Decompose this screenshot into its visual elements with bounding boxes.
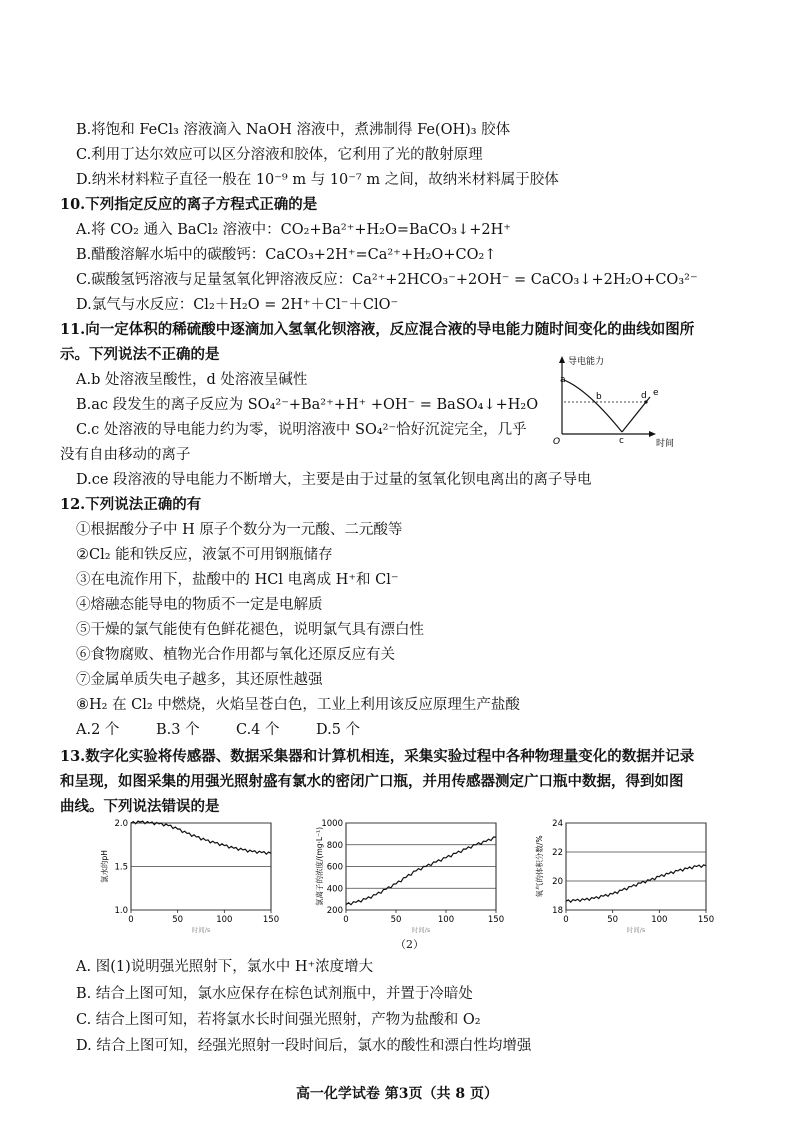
q11-label-e: e — [653, 388, 659, 398]
q11-stem-line1: 11.向一定体积的稀硫酸中逐滴加入氢氧化钡溶液，反应混合液的导电能力随时间变化的曲线如图所 — [60, 321, 695, 338]
plot-frame — [566, 823, 706, 910]
q12-stem: 12.下列说法正确的有 — [60, 496, 202, 513]
q9-option-c: C.利用丁达尔效应可以区分溶液和胶体，它利用了光的散射原理 — [76, 147, 483, 163]
q11-label-d: d — [641, 391, 647, 401]
q12-item-5: ⑤干燥的氯气能使有色鲜花褪色，说明氯气具有漂白性 — [76, 622, 424, 638]
y-axis-label: 氯水的pH — [100, 850, 109, 883]
q13-option-d: D. 结合上图可知，经强光照射一段时间后，氯水的酸性和漂白性均增强 — [76, 1038, 532, 1054]
q12-item-4: ④熔融态能导电的物质不一定是电解质 — [76, 597, 323, 613]
q9-option-d: D.纳米材料粒子直径一般在 10⁻⁹ m 与 10⁻⁷ m 之间，故纳米材料属于胶体 — [76, 172, 559, 188]
x-tick-label: 0 — [343, 915, 349, 925]
q10-option-c: C.碳酸氢钙溶液与足量氢氧化钾溶液反应：Ca²⁺+2HCO₃⁻+2OH⁻ = CaCO₃↓+2H₂O+CO₃²⁻ — [76, 272, 698, 288]
q13-stem-line2: 和呈现，如图采集的用强光照射盛有氯水的密闭广口瓶，并用传感器测定广口瓶中数据，得到如图 — [60, 773, 684, 790]
y-tick-label: 600 — [326, 862, 343, 873]
q9-option-b: B.将饱和 FeCl₃ 溶液滴入 NaOH 溶液中，煮沸制得 Fe(OH)₃ 胶体 — [76, 122, 511, 138]
chart-2-chloride-concentration — [300, 815, 510, 935]
q11-option-c-line1: C.c 处溶液的导电能力约为零，说明溶液中 SO₄²⁻恰好沉淀完全，几乎 — [76, 422, 527, 438]
y-tick-label: 24 — [552, 819, 563, 829]
x-axis-label: 时间/s — [411, 926, 431, 934]
y-tick-label: 2.0 — [114, 819, 128, 829]
q13-option-a: A. 图(1)说明强光照射下，氯水中 H⁺浓度增大 — [76, 959, 374, 975]
q13-option-c: C. 结合上图可知，若将氯水长时间强光照射，产物为盐酸和 O₂ — [76, 1012, 481, 1028]
x-tick-label: 0 — [563, 915, 569, 925]
q11-x-axis-arrow — [649, 431, 656, 437]
q12-option-b: B.3 个 — [156, 722, 200, 738]
q11-label-b: b — [596, 392, 602, 402]
y-axis-label: 氯离子的浓度/(mg·L⁻¹) — [315, 827, 324, 906]
x-tick-label: 100 — [216, 915, 233, 925]
y-tick-label: 800 — [326, 840, 343, 851]
x-axis-label: 时间/s — [626, 926, 646, 934]
x-tick-label: 150 — [697, 915, 715, 925]
q11-x-label: 时间 — [656, 439, 675, 447]
data-series-line — [346, 837, 496, 905]
x-tick-label: 100 — [651, 915, 668, 925]
q12-option-d: D.5 个 — [316, 722, 361, 738]
q11-stem-line2: 示。下列说法不正确的是 — [60, 346, 220, 363]
x-tick-label: 50 — [172, 915, 184, 925]
q11-conductivity-graph — [550, 352, 690, 447]
page-footer: 高一化学试卷 第3页（共 8 页） — [295, 1086, 499, 1102]
chart-3-oxygen-volume-fraction — [520, 815, 720, 935]
q13-stem-line3: 曲线。下列说法错误的是 — [60, 798, 220, 815]
y-tick-label: 18 — [552, 906, 563, 916]
figure-2-caption: （2） — [395, 938, 424, 951]
q10-option-d: D.氯气与水反应：Cl₂＋H₂O = 2H⁺＋Cl⁻＋ClO⁻ — [76, 297, 399, 313]
q12-item-3: ③在电流作用下，盐酸中的 HCl 电离成 H⁺和 Cl⁻ — [76, 572, 399, 588]
y-tick-label: 1.0 — [114, 906, 128, 916]
x-tick-label: 50 — [607, 915, 619, 925]
chart-1-chlorine-water-ph — [85, 815, 285, 935]
x-tick-label: 100 — [437, 915, 455, 925]
q11-option-b: B.ac 段发生的离子反应为 SO₄²⁻+Ba²⁺+H⁺ +OH⁻ = BaSO₄↓+H₂O — [76, 397, 539, 413]
q11-y-axis-arrow — [559, 356, 565, 363]
x-tick-label: 0 — [128, 915, 134, 925]
q10-option-b: B.醋酸溶解水垢中的碳酸钙：CaCO₃+2H⁺=Ca²⁺+H₂O+CO₂↑ — [76, 247, 497, 263]
q11-option-c-line2: 没有自由移动的离子 — [60, 447, 191, 463]
q11-origin: O — [553, 437, 561, 447]
y-tick-label: 1000 — [321, 819, 343, 829]
q10-stem: 10.下列指定反应的离子方程式正确的是 — [60, 196, 318, 213]
q11-y-label: 导电能力 — [568, 357, 605, 367]
y-tick-label: 22 — [552, 848, 563, 858]
q13-stem-line1: 13.数字化实验将传感器、数据采集器和计算机相连，采集实验过程中各种物理量变化的数据并记录 — [60, 748, 695, 765]
y-axis-label: 氧气的体积分数/% — [535, 835, 544, 898]
x-tick-label: 150 — [262, 915, 280, 925]
y-tick-label: 1.5 — [114, 862, 128, 873]
y-tick-label: 400 — [326, 884, 343, 895]
x-axis-label: 时间/s — [191, 926, 211, 934]
y-tick-label: 200 — [326, 906, 343, 916]
q12-item-7: ⑦金属单质失电子越多，其还原性越强 — [76, 672, 323, 688]
q12-item-8: ⑧H₂ 在 Cl₂ 中燃烧，火焰呈苍白色，工业上利用该反应原理生产盐酸 — [76, 697, 520, 713]
q11-label-a: a — [560, 375, 566, 385]
x-tick-label: 50 — [390, 915, 402, 925]
q11-curve-descending — [564, 380, 622, 432]
q12-option-c: C.4 个 — [236, 722, 280, 738]
q12-item-6: ⑥食物腐败、植物光合作用都与氧化还原反应有关 — [76, 647, 395, 663]
q10-option-a: A.将 CO₂ 通入 BaCl₂ 溶液中：CO₂+Ba²⁺+H₂O=BaCO₃↓+2H⁺ — [76, 222, 511, 238]
q11-label-c: c — [619, 436, 624, 446]
q11-option-d: D.ce 段溶液的导电能力不断增大，主要是由于过量的氢氧化钡电离出的离子导电 — [76, 472, 592, 488]
data-series-line — [566, 865, 706, 902]
q12-item-2: ②Cl₂ 能和铁反应，液氯不可用钢瓶储存 — [76, 547, 333, 563]
q12-item-1: ①根据酸分子中 H 原子个数分为一元酸、二元酸等 — [76, 522, 403, 538]
q12-option-a: A.2 个 — [76, 722, 120, 738]
q11-option-a: A.b 处溶液呈酸性，d 处溶液呈碱性 — [76, 372, 308, 388]
x-tick-label: 150 — [487, 915, 505, 925]
q13-option-b: B. 结合上图可知，氯水应保存在棕色试剂瓶中，并置于冷暗处 — [76, 986, 473, 1002]
data-series-line — [131, 821, 271, 854]
y-tick-label: 20 — [552, 877, 563, 887]
